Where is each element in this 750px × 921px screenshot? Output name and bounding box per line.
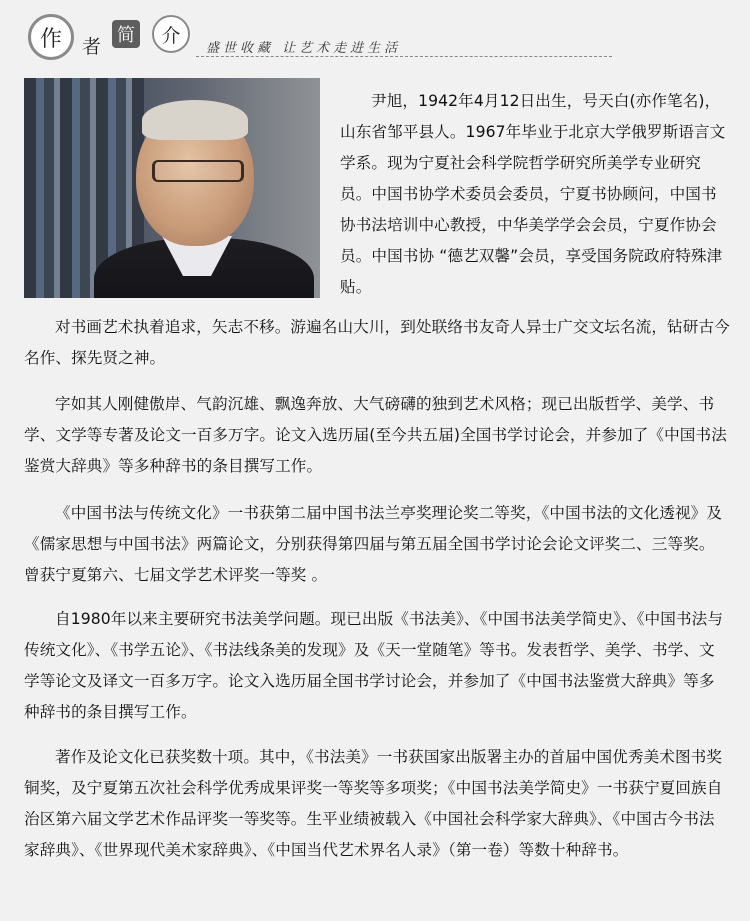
bio-paragraph-3: 《中国书法与传统文化》一书获第二届中国书法兰亭奖理论奖二等奖，《中国书法的文化透视》及《儒家思想与中国书法》两篇论文，分别获得第四届与第五届全国书学讨论会论文评奖二、三等奖。曾获宁夏第六、七届文学艺术评奖一等奖 。 xyxy=(24,504,723,584)
title-char-zuo: 作 xyxy=(28,14,74,60)
bio-intro: 尹旭，1942年4月12日出生，号天白(亦作笔名)，山东省邹平县人。1967年毕业于北京大学俄罗斯语言文学系。现为宁夏社会科学院哲学研究所美学专业研究员。中国书协学术委员会委员，宁夏书协顾问，中国书协书法培训中心教授，中华美学学会会员，宁夏作协会员。中国书协 “德艺双馨”会员，享受国务院政府特殊津贴。 xyxy=(340,92,726,296)
section-header xyxy=(0,0,750,70)
author-portrait xyxy=(24,78,320,298)
bio-paragraph-1: 对书画艺术执着追求，矢志不移。游遍名山大川，到处联络书友奇人异士广交文坛名流，钻研古今名作、探先贤之神。 xyxy=(24,318,730,367)
portrait-hair xyxy=(142,100,248,140)
slogan: 盛世收藏 让艺术走进生活 xyxy=(206,41,402,56)
header-divider xyxy=(196,56,612,57)
portrait-glasses xyxy=(152,160,244,182)
bio-paragraph-4: 自1980年以来主要研究书法美学问题。现已出版《书法美》、《中国书法美学简史》、《中国书法与传统文化》、《书学五论》、《书法线条美的发现》及《天一堂随笔》等书。发表哲学、美学、书学、文学等论文及译文一百多万字。论文入选历届全国书学讨论会，并参加了《中国书法鉴赏大辞典》等多种辞书的条目撰写工作。 xyxy=(24,610,724,721)
title-char-jie: 介 xyxy=(152,15,190,53)
title-char-jian: 简 xyxy=(112,20,140,48)
bio-paragraph-2: 字如其人刚健傲岸、气韵沉雄、飘逸奔放、大气磅礴的独到艺术风格；现已出版哲学、美学、书学、文学等专著及论文一百多万字。论文入选历届(至今共五届)全国书学讨论会，并参加了《中国书法鉴赏大辞典》等多种辞书的条目撰写工作。 xyxy=(24,395,727,475)
title-char-zhe: 者 xyxy=(82,36,102,58)
bio-paragraph-5: 著作及论文化已获奖数十项。其中，《书法美》一书获国家出版署主办的首届中国优秀美术图书奖铜奖，及宁夏第五次社会科学优秀成果评奖一等奖等多项奖；《中国书法美学简史》一书获宁夏回族自治区第六届文学艺术作品评奖一等奖等。生平业绩被载入《中国社会科学家大辞典》、《中国古今书法家辞典》、《世界现代美术家辞典》、《中国当代艺术界名人录》（第一卷）等数十种辞书。 xyxy=(24,748,723,859)
